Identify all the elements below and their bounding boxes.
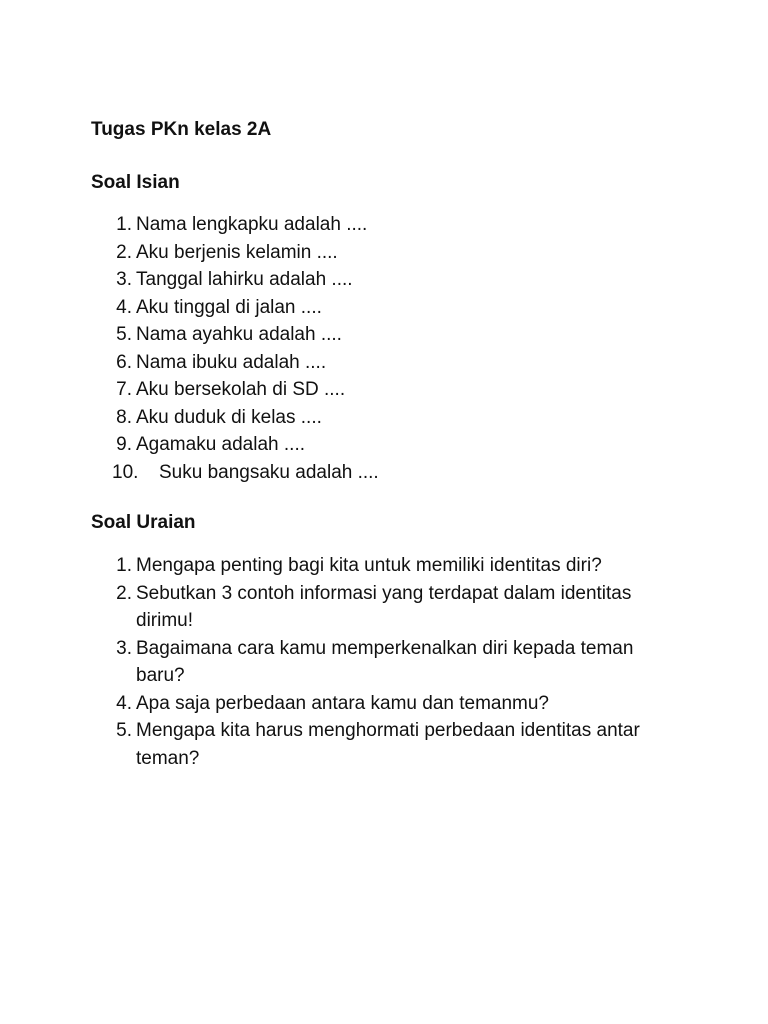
item-number: 2.: [116, 241, 132, 263]
item-text: Bagaimana cara kamu memperkenalkan diri kepada teman baru?: [136, 637, 634, 686]
item-text: Mengapa penting bagi kita untuk memiliki identitas diri?: [136, 555, 602, 576]
item-number: 1.: [116, 214, 132, 235]
item-number: 7.: [116, 379, 132, 400]
item-text: Agamaku adalah ....: [136, 434, 305, 455]
item-number: 4.: [116, 296, 132, 318]
item-number: 10.: [112, 461, 139, 483]
isian-item-1: [0, 211, 676, 239]
item-text: Aku berjenis kelamin ....: [136, 241, 338, 263]
isian-item-10: [0, 459, 699, 487]
item-text: Aku tinggal di jalan ....: [136, 296, 322, 318]
item-text: Suku bangsaku adalah ....: [159, 461, 379, 483]
item-number: 4.: [116, 692, 132, 714]
isian-item-7: [0, 376, 676, 404]
item-number: 5.: [116, 720, 132, 741]
item-number: 5.: [116, 324, 132, 345]
uraian-list: [0, 552, 676, 772]
item-number: 9.: [116, 434, 132, 455]
isian-list: [0, 211, 699, 486]
uraian-item-2: [0, 580, 676, 635]
item-text: Tanggal lahirku adalah ....: [136, 269, 353, 290]
item-number: 2.: [116, 582, 132, 604]
item-text: Mengapa kita harus menghormati perbedaan identitas antar teman?: [136, 720, 640, 769]
item-number: 8.: [116, 406, 132, 428]
isian-item-6: [0, 349, 676, 377]
item-number: 3.: [116, 637, 132, 659]
isian-item-8: [0, 404, 676, 432]
uraian-item-4: [0, 690, 676, 718]
document-title: Tugas PKn kelas 2A: [91, 119, 272, 140]
item-text: Nama lengkapku adalah ....: [136, 214, 368, 235]
item-text: Apa saja perbedaan antara kamu dan temanmu?: [136, 692, 549, 714]
item-text: Nama ayahku adalah ....: [136, 324, 342, 345]
uraian-item-3: [0, 635, 676, 690]
uraian-item-5: [0, 717, 676, 772]
section-heading-uraian: Soal Uraian: [91, 512, 196, 533]
isian-item-4: [0, 294, 676, 322]
item-text: Aku bersekolah di SD ....: [136, 379, 346, 400]
item-number: 1.: [116, 555, 132, 576]
isian-item-9: [0, 431, 676, 459]
item-number: 6.: [116, 351, 132, 373]
uraian-item-1: [0, 552, 676, 580]
item-text: Sebutkan 3 contoh informasi yang terdapat dalam identitas dirimu!: [136, 582, 632, 631]
item-text: Nama ibuku adalah ....: [136, 351, 327, 373]
item-text: Aku duduk di kelas ....: [136, 406, 322, 428]
isian-item-3: [0, 266, 676, 294]
item-number: 3.: [116, 269, 132, 290]
isian-item-2: [0, 239, 676, 267]
section-heading-isian: Soal Isian: [91, 172, 180, 193]
isian-item-5: [0, 321, 676, 349]
